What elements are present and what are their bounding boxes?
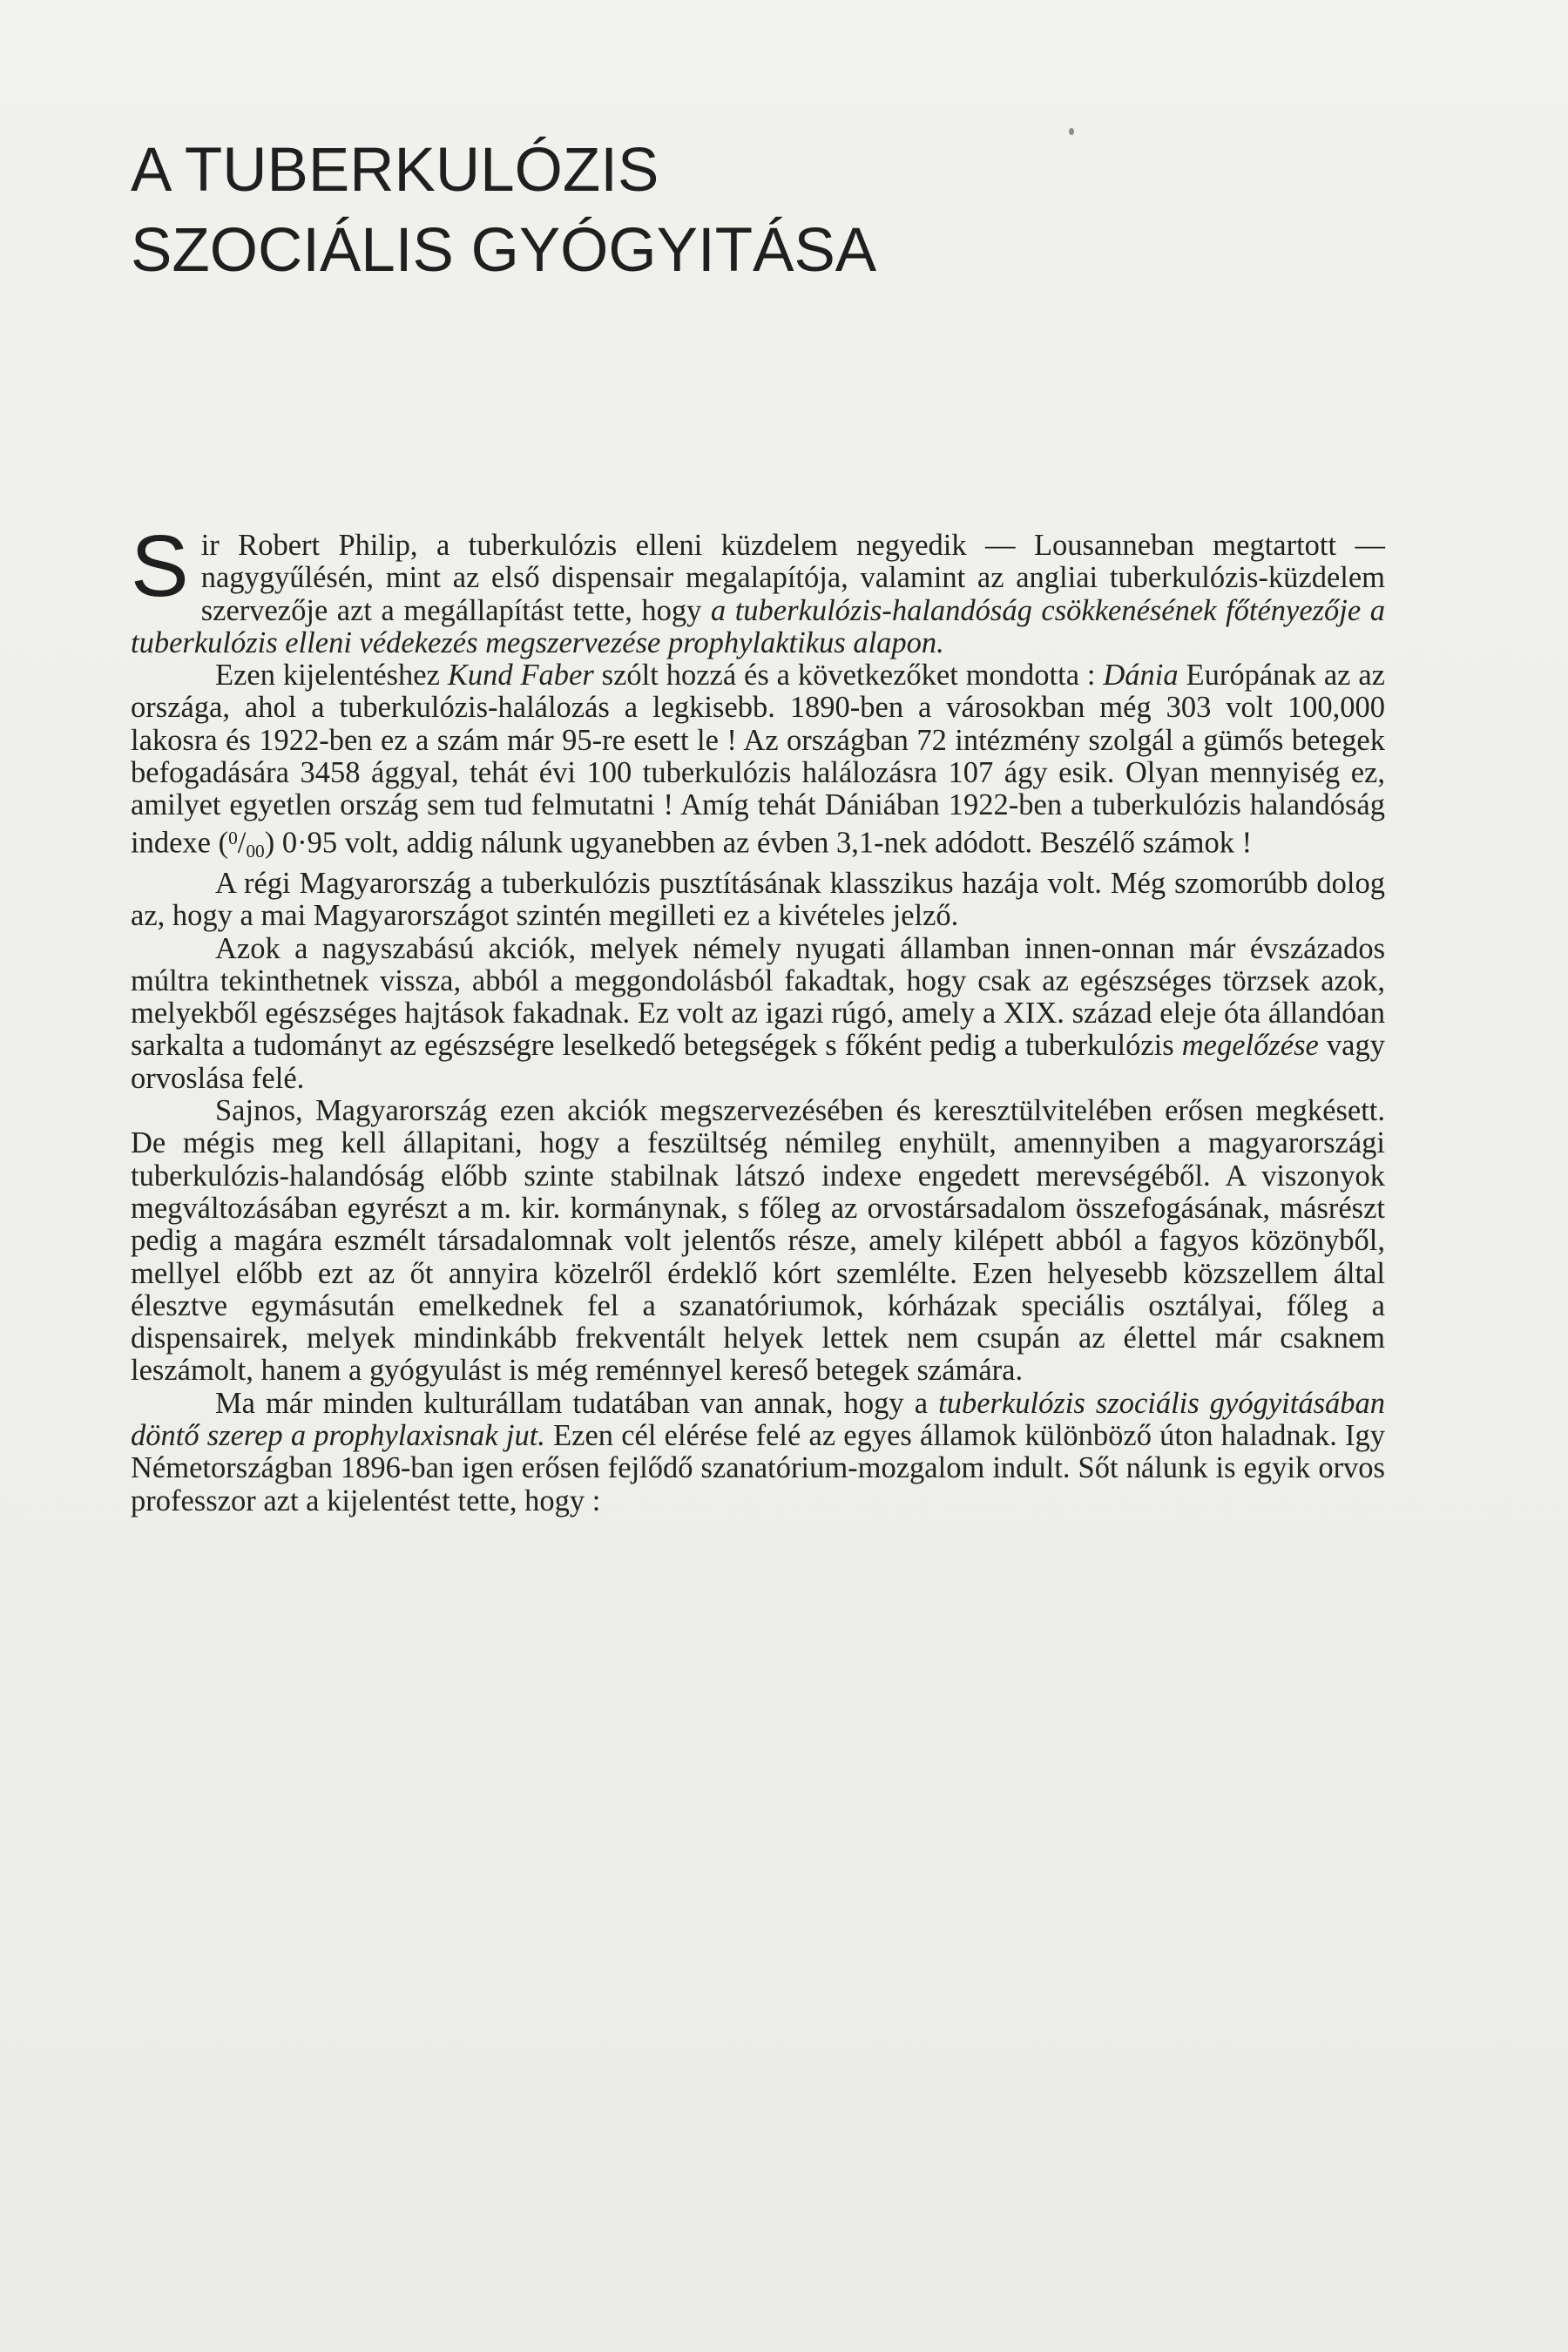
person-name-emphasis: Kund Faber <box>447 659 594 693</box>
paragraph-2-text-c: Európának az az országa, ahol a tuberkulózis-halálozás a legkisebb. 1890-ben a városokban még 303 volt 100,000 lakosra és 1922-ben ez a szám már 95-re esett le ! Az országban 72 intézmény szolgál a gümős betegek befogadására 3458 ággyal, tehát évi 100 tuberkulózis halálozásra 107 ágy esik. Olyan mennyiség ez, amilyet egyetlen ország sem tud felmutatni ! Amíg tehát Dániában 1922-ben a tuberkulózis halandóság indexe ( <box>131 659 1385 860</box>
paragraph-6-emphasis: tuberkulózis szociális gyógyitásában döntő szerep a prophylaxisnak jut. <box>131 1386 1385 1452</box>
paragraph-3: A régi Magyarország a tuberkulózis pusztításának klasszikus hazája volt. Még szomorúbb dolog az, hogy a mai Magyarországot szintén megilleti ez a kivételes jelző. <box>131 866 1385 933</box>
article-body <box>131 517 1385 1517</box>
paragraph-4 <box>131 933 1385 1095</box>
paragraph-6-text-a: Ma már minden kulturállam tudatában van annak, hogy a <box>215 1386 939 1420</box>
per-mille-subscript: 00 <box>246 840 265 862</box>
paragraph-2-text-a: Ezen kijelentéshez <box>215 659 448 693</box>
per-mille-slash: / <box>237 826 247 860</box>
paragraph-6-text-b: Ezen cél elérése felé az egyes államok különböző úton haladnak. Igy Németországban 1896-ban igen erősen fejlődő szanatórium-mozgalom indult. Sőt nálunk is egyik orvos professzor azt a kijelentést tette, hogy : <box>131 1418 1385 1517</box>
paragraph-1-emphasis: a tuberkulózis-halandóság csökkenésének főtényezője a tuberkulózis elleni védekezés megszervezése prophylaktikus alapon. <box>131 593 1385 659</box>
drop-cap: S <box>131 517 189 615</box>
country-name-emphasis: Dánia <box>1103 659 1179 693</box>
print-speck <box>1069 128 1074 135</box>
paragraph-6 <box>131 1388 1385 1517</box>
paragraph-1 <box>131 517 1385 659</box>
paragraph-4-text-a: Azok a nagyszabású akciók, melyek némely nyugati államban innen-onnan már évszázados múltra tekinthetnek vissza, abból a meggondolásból fakadtak, hogy csak az egészséges törzsek azok, melyekből egészséges hajtások fakadnak. Ez volt az igazi rúgó, amely a XIX. század eleje óta állandóan sarkalta a tudományt az egészségre leselkedő betegségek s főként pedig a tuberkulózis <box>131 931 1385 1063</box>
paragraph-2-text-b: szólt hozzá és a következőket mondotta : <box>593 659 1104 693</box>
paragraph-4-emphasis: megelőzése <box>1181 1029 1319 1063</box>
title-line-1: A TUBERKULÓZIS <box>131 136 659 205</box>
paragraph-2 <box>131 659 1385 868</box>
per-mille-superscript: 0 <box>228 827 238 848</box>
paragraph-5: Sajnos, Magyarország ezen akciók megszervezésében és keresztülvitelében erősen megkésett. De mégis meg kell állapitani, hogy a feszültség némileg enyhült, amennyiben a magyarországi tuberkulózis-halandóság előbb szinte stabilnak látszó indexe engedett merevségéből. A viszonyok megváltozásában egyrészt a m. kir. kormánynak, s főleg az orvostársadalom összefogásának, másrészt pedig a magára eszmélt társadalomnak volt jelentős része, amely kilépett abból a fagyos közönyből, mellyel előbb ezt az őt annyira közelről érdeklő kórt szemlélte. Ezen helyesebb közszellem által élesztve egymásután emelkednek fel a szanatóriumok, kórházak speciális osztályai, főleg a dispensairek, melyek mindinkább frekventált helyek lettek nem csupán az élettel már csaknem leszámolt, hanem a gyógyulást is még reménnyel kereső betegek számára. <box>131 1094 1385 1388</box>
paragraph-4-text-b: vagy orvoslása felé. <box>131 1029 1385 1095</box>
paragraph-2-text-d: ) 0·95 volt, addig nálunk ugyanebben az évben 3,1-nek adódott. Beszélő számok ! <box>264 826 1253 860</box>
article-title <box>131 131 876 291</box>
paragraph-1-text: ir Robert Philip, a tuberkulózis elleni küzdelem negyedik — Lousanneban megtartott — nagygyűlésén, mint az első dispensair megalapítója, valamint az angliai tuberkulózis-küzdelem szervezője azt a megállapítást tette, hogy <box>200 529 1385 627</box>
title-line-2: SZOCIÁLIS GYÓGYITÁSA <box>131 216 877 285</box>
